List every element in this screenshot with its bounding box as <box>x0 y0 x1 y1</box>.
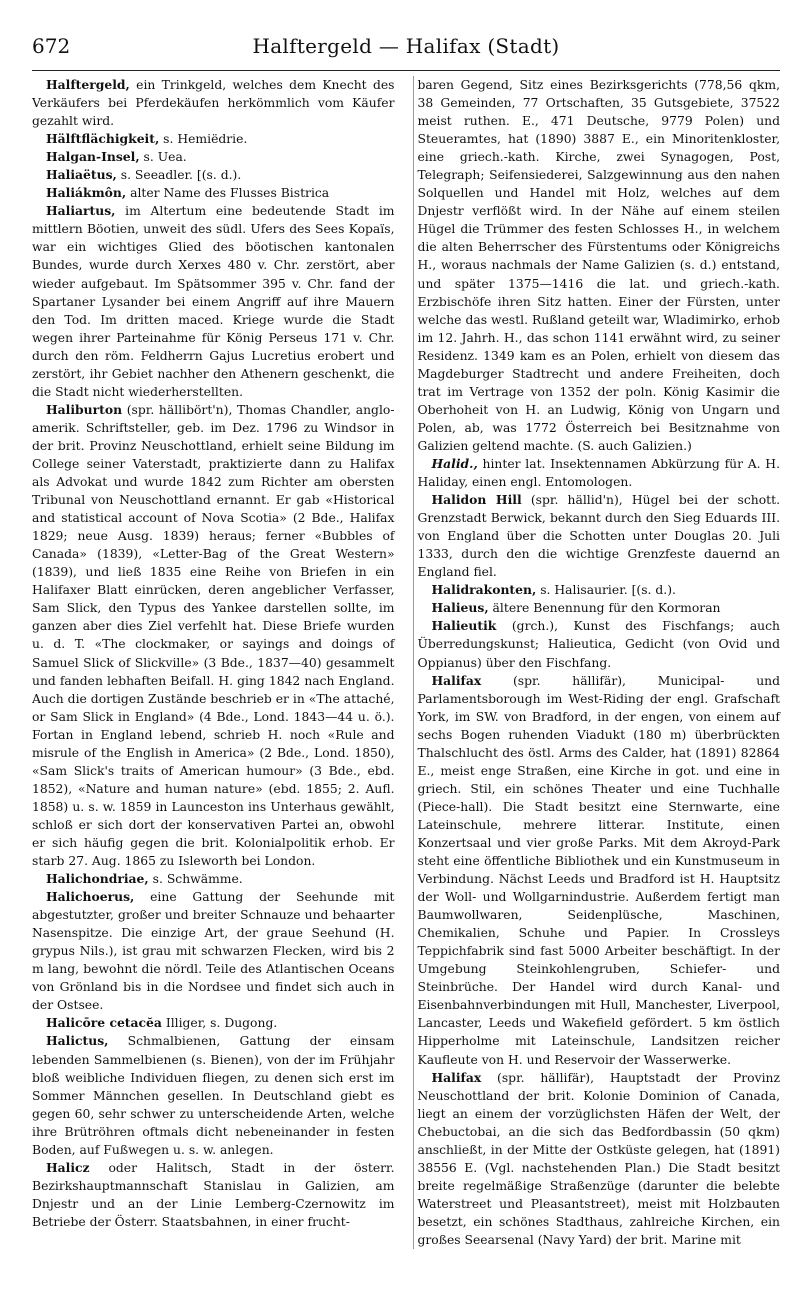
entry-text: ein Trinkgeld, welches dem Knecht des Verkäufers bei Pferdekäufen herkömmlich vom Käufer gezahlt wird. <box>32 78 395 129</box>
dictionary-entry <box>32 1014 395 1032</box>
entry-text: eine Gattung der Seehunde mit abgestutzter, großer und breiter Schnauze und behaarter Nasenspitze. Die einzige Art, der graue Seehund (H. grypus Nils.), ist grau mit schwarzen Flecken, wird bis 2 m lang, bewohnt die nördl. Teile des Atlantischen Oceans von Grönland bis in die Nordsee und findet sich auch in der Ostsee. <box>32 890 395 1013</box>
entry-text: (grch.), Kunst des Fischfangs; auch Überredungskunst; Halieutica, Gedicht (von Ovid und Oppianus) über den Fischfang. <box>417 619 780 670</box>
entry-text: ältere Benennung für den Kormoran <box>488 601 721 616</box>
dictionary-entry <box>32 130 395 148</box>
entry-text: (spr. hällibört'n), Thomas Chandler, anglo-amerik. Schriftsteller, geb. im Dez. 1796 zu Windsor in der brit. Provinz Neuschottland, erhielt seine Bildung im College seiner Vaterstadt, praktizierte dann zu Halifax als Advokat und wurde 1842 zum Richter am obersten Tribunal von Neuschottland ernannt. Er gab «Historical and statistical account of Nova Scotia» (2 Bde., Halifax 1829; neue Ausg. 1839) heraus; ferner «Bubbles of Canada» (1839), «Letter-Bag of the Great Western» (1839), und ließ 1835 eine Reihe von Briefen in ein Halifaxer Blatt einrücken, deren angeblicher Verfasser, Sam Slick, den Typus des Yankee darstellen sollte, im ganzen aber dies Ziel verfehlt hat. Diese Briefe wurden u. d. T. «The clockmaker, or sayings and doings of Samuel Slick of Slickville» (3 Bde., 1837—40) gesammelt und fanden lebhaften Beifall. H. ging 1842 nach England. Auch die dortigen Zustände beschrieb er in «The attaché, or Sam Slick in England» (4 Bde., Lond. 1843—44 u. ö.). Fortan in England lebend, schrieb H. noch «Rule and misrule of the English in America» (2 Bde., Lond. 1850), «Sam Slick's traits of American humour» (3 Bde., ebd. 1852), «Nature and human nature» (ebd. 1855; 2. Aufl. 1858) u. s. w. 1859 in Launceston ins Unterhaus gewählt, schloß er sich dort der konservativen Partei an, obwohl er sich häufig gegen die brit. Kolonialpolitik erhob. Er starb 27. Aug. 1865 zu Isleworth bei London. <box>32 402 395 869</box>
entry-headword: Halictus, <box>46 1033 109 1049</box>
entry-text: Schmalbienen, Gattung der einsam lebenden Sammelbienen (s. Bienen), von der im Frühjahr bloß weibliche Individuen fliegen, zu denen sich erst im Sommer Männchen gesellen. In Deutschland giebt es gegen 60, sehr schwer zu unterscheidende Arten, welche ihre Brütröhren oftmals dicht nebeneinander in festen Boden, auf Fußwegen u. s. w. anlegen. <box>32 1034 395 1157</box>
dictionary-entry <box>418 455 781 491</box>
entry-text: s. Hemiëdrie. <box>159 132 248 147</box>
dictionary-entry <box>418 617 781 671</box>
entry-headword: Haliburton <box>46 401 123 417</box>
entry-text: s. Uea. <box>139 150 187 165</box>
entry-headword: Halifax <box>431 1069 482 1085</box>
entry-headword: Halifax <box>431 672 482 688</box>
entry-text: alter Name des Flusses Bistrica <box>126 186 330 201</box>
entry-text: (spr. hällid'n), Hügel bei der schott. Grenzstadt Berwick, bekannt durch den Sieg Eduards III. von England über die Schotten unter Douglas 20. Juli 1333, durch den die wichtige Grenzfeste dauernd an England fiel. <box>417 493 781 580</box>
entry-headword: Halichondriae, <box>46 871 149 887</box>
dictionary-entry <box>418 599 781 617</box>
dictionary-entry <box>418 581 781 599</box>
page-header <box>32 32 780 62</box>
entry-headword: Halicz <box>46 1159 90 1175</box>
dictionary-entry <box>418 76 781 455</box>
dictionary-entry <box>32 148 395 166</box>
entry-headword: Halftergeld, <box>46 77 130 92</box>
dictionary-entry <box>32 202 395 401</box>
dictionary-entry <box>32 1159 395 1231</box>
entry-text: Illiger, s. Dugong. <box>161 1016 278 1031</box>
dictionary-entry <box>32 184 395 202</box>
entry-headword: Halidon Hill <box>431 492 522 508</box>
entry-headword: Halicōre cetacĕa <box>46 1015 162 1031</box>
entry-text: s. Halisaurier. [(s. d.). <box>536 583 676 598</box>
dictionary-entry <box>32 1032 395 1158</box>
running-title: Halftergeld — Halifax (Stadt) <box>252 34 560 58</box>
dictionary-entry <box>32 401 395 870</box>
entry-text: hinter lat. Insektennamen Abkürzung für A. H. Haliday, einen engl. Entomologen. <box>417 456 780 490</box>
entry-headword: Halieutik <box>431 618 497 634</box>
entry-headword: Halichoerus, <box>46 889 135 905</box>
entry-headword: Haliaëtus, <box>46 167 117 183</box>
entry-headword: Halieus, <box>431 600 489 616</box>
left-column <box>32 76 399 1249</box>
entry-headword: Halidrakonten, <box>431 582 537 598</box>
entry-text: baren Gegend, Sitz eines Bezirksgerichts (778,56 qkm, 38 Gemeinden, 77 Ortschaften, 35 Gutsgebiete, 37522 meist ruthen. E., 471 Deutsche, 9779 Polen) und Steueramtes, hat (1890) 3887 E., ein Minoritenkloster, eine griech.-kath. Kirche, zwei Synagogen, Post, Telegraph; Seifensiederei, Salzgewinnung aus den nahen Solquellen und Handel mit Holz, welches auf dem Dnjestr verflößt wird. In der Nähe auf einem steilen Hügel die Trümmer des festen Schlosses H., in welchem die alten Beherrscher des Fürstentums oder Königreichs H., woraus nachmals der Name Galizien (s. d.) entstand, und später 1375—1416 die lat. und griech.-kath. Erzbischöfe ihren Sitz hatten. Einer der Fürsten, unter welche das westl. Rußland geteilt war, Wladimirko, erhob im 12. Jahrh. H., das schon 1141 erwähnt wird, zu seiner Residenz. 1349 kam es an Polen, erhielt von diesem das Magdeburger Stadtrecht und andere Freiheiten, doch trat im Vertrage von 1352 der poln. König Kasimir die Oberhoheit von H. an Ludwig, König von Ungarn und Polen, ab, was 1772 Österreich bei Besitznahme von Galizien geltend machte. (S. auch Galizien.) <box>417 78 780 453</box>
entry-text: s. Seeadler. [(s. d.). <box>116 168 242 183</box>
entry-headword: Hälftflächigkeit, <box>46 131 160 147</box>
entry-text: oder Halitsch, Stadt in der österr. Bezirkshauptmannschaft Stanislau in Galizien, am Dnjestr und an der Linie Lemberg-Czernowitz im Betriebe der Österr. Staatsbahnen, in einer frucht- <box>32 1160 395 1229</box>
dictionary-entry <box>418 672 781 1069</box>
entry-text: s. Schwämme. <box>148 872 243 887</box>
dictionary-entry <box>32 76 395 130</box>
dictionary-entry <box>418 491 781 581</box>
entry-text: im Altertum eine bedeutende Stadt im mittlern Böotien, unweit des südl. Ufers des Sees Kopaïs, war ein wichtiges Glied des böotischen kantonalen Bundes, wurde durch Xerxes 480 v. Chr. zerstört, aber wieder aufgebaut. Im Spätsommer 395 v. Chr. fand der Spartaner Lysander bei einem Angriff auf ihre Mauern den Tod. Im dritten maced. Kriege wurde die Stadt wegen ihrer Parteinahme für König Perseus 171 v. Chr. durch den röm. Feldherrn Gajus Lucretius erobert und zerstört, ihr Gebiet nachher den Athenern geschenkt, die die Stadt nicht wiederherstellten. <box>32 204 395 399</box>
page-number: 672 <box>32 34 71 58</box>
dictionary-entry <box>32 888 395 1014</box>
entry-text: (spr. hällifär), Hauptstadt der Provinz Neuschottland der brit. Kolonie Dominion of Canada, liegt an einem der vorzüglichsten Häfen der Welt, der Chebuctobai, an die sich das Bedfordbassin (50 qkm) anschließt, in der Mitte der Ostküste gelegen, hat (1891) 38556 E. (Vgl. nachstehenden Plan.) Die Stadt besitzt breite regelmäßige Straßenzüge (darunter die belebte Waterstreet und Pleasantstreet), meist mit Holzbauten besetzt, ein schönes Stadthaus, zahlreiche Kirchen, ein großes Seearsenal (Navy Yard) der brit. Marine mit <box>417 1070 780 1247</box>
entry-text: (spr. hällifär), Municipal- und Parlamentsborough im West-Riding der engl. Grafschaft York, im SW. von Bradford, in der engen, von einem auf sechs Bogen ruhenden Viadukt (180 m) überbrückten Thalschlucht des östl. Arms des Calder, hat (1891) 82864 E., meist enge Straßen, eine Kirche in got. und eine in griech. Stil, ein schönes Theater und eine Tuchhalle (Piece-hall). Die Stadt besitzt eine Sternwarte, eine Lateinschule, mehrere litterar. Institute, einen Konzertsaal und vier große Parks. Mit dem Akroyd-Park steht eine öffentliche Bibliothek und ein Kunstmuseum in Verbindung. Nächst Leeds und Bradford ist H. Hauptsitz der Woll- und Wollgarnindustrie. Außerdem fertigt man Baumwollwaren, Seidenplüsche, Maschinen, Chemikalien, Schuhe und Papier. In Crossleys Teppichfabrik sind fast 5000 Arbeiter beschäftigt. In der Umgebung Steinkohlengruben, Schiefer- und Steinbrüche. Der Handel wird durch Kanal- und Eisenbahnverbindungen mit Hull, Manchester, Liverpool, Lancaster, Leeds und Wakefield gefördert. 5 km östlich Hipperholme mit Lateinschule, Landsitzen reicher Kaufleute von H. und Reservoir der Wasserwerke. <box>417 673 780 1067</box>
entry-headword: Haliartus, <box>46 203 116 219</box>
header-rule <box>32 70 780 71</box>
entry-headword: Haliákmôn, <box>46 185 127 201</box>
entry-headword: Halid., <box>431 455 478 471</box>
dictionary-entry <box>418 1069 781 1249</box>
entry-headword: Halgan-Insel, <box>46 149 140 165</box>
text-columns <box>32 76 780 1249</box>
dictionary-entry <box>32 166 395 184</box>
right-column <box>413 76 781 1249</box>
dictionary-entry <box>32 870 395 888</box>
